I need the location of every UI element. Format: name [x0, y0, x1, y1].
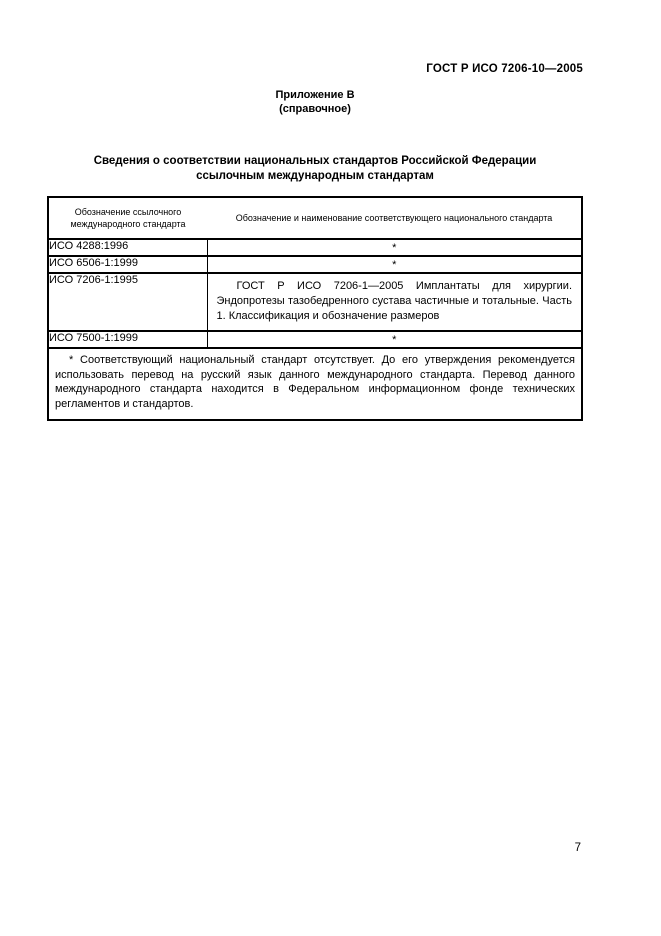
document-number-header: ГОСТ Р ИСО 7206-10—2005 [426, 63, 583, 75]
standards-correspondence-table-wrap [47, 196, 583, 421]
table-footnote-row [48, 348, 582, 420]
page-title [47, 154, 583, 184]
table-row [48, 331, 582, 348]
national-standard-cell: * [207, 239, 582, 256]
standards-correspondence-table [47, 196, 583, 421]
table-row [48, 256, 582, 273]
appendix-label: Приложение В [275, 89, 355, 101]
table-row [48, 273, 582, 331]
intl-standard-cell: ИСО 7500-1:1999 [48, 331, 207, 348]
national-standard-cell: * [207, 256, 582, 273]
national-standard-cell: * [207, 331, 582, 348]
intl-standard-cell: ИСО 4288:1996 [48, 239, 207, 256]
appendix-heading [47, 89, 583, 116]
page-title-line-2: ссылочным международным стандартам [196, 170, 434, 182]
page-number: 7 [574, 842, 581, 854]
national-standard-cell: ГОСТ Р ИСО 7206-1—2005 Имплантаты для хирургии. Эндопротезы тазобедренного сустава частичные и тотальные. Часть 1. Классификация и обозначение размеров [207, 273, 582, 331]
table-footnote: * Соответствующий национальный стандарт отсутствует. До его утверждения рекомендуется использовать перевод на русский язык данного международного стандарта. Перевод данного международного стандарта находится в Федеральном информационном фонде технических регламентов и стандартов. [48, 348, 582, 420]
table-row [48, 239, 582, 256]
page-title-line-1: Сведения о соответствии национальных стандартов Российской Федерации [93, 155, 537, 167]
column-header-national-standard: Обозначение и наименование соответствующего национального стандарта [207, 197, 582, 239]
intl-standard-cell: ИСО 7206-1:1995 [48, 273, 207, 331]
appendix-kind: (справочное) [279, 102, 351, 115]
table-header-row [48, 197, 582, 239]
intl-standard-cell: ИСО 6506-1:1999 [48, 256, 207, 273]
column-header-international-standard: Обозначение ссылочного международного стандарта [48, 197, 207, 239]
